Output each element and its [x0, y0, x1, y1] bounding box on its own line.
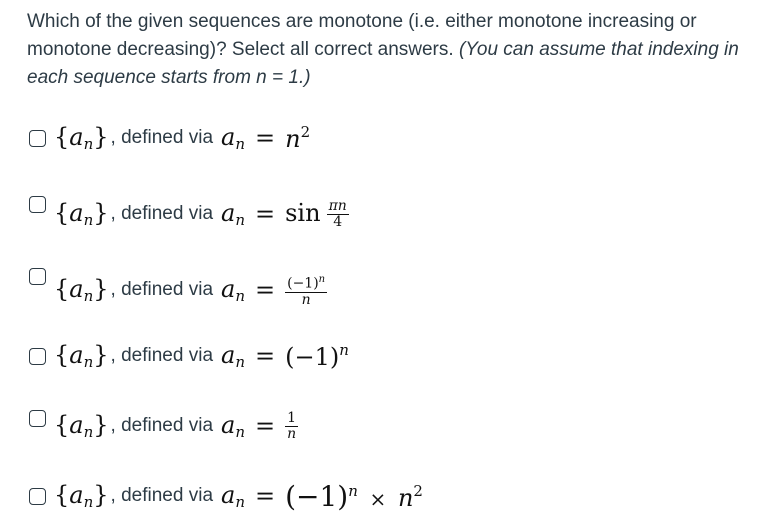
sequence-notation: $\{a_n\}$: [54, 123, 109, 153]
formula-option-4: $(-1)^n$: [285, 341, 349, 371]
formula-option-6: $(-1)^n \times n^2$: [285, 479, 423, 513]
answer-option-5[interactable]: [29, 406, 298, 446]
option-label: , defined via: [110, 485, 214, 506]
option-label: , defined via: [110, 127, 214, 148]
answer-option-1[interactable]: [29, 118, 310, 158]
answer-option-3[interactable]: [29, 270, 327, 310]
answer-option-2[interactable]: [29, 194, 349, 234]
question-note: (You can assume that indexing in each sequence starts from n = 1.): [27, 39, 739, 88]
formula-option-5: $\frac{1}{n}$: [287, 409, 297, 442]
checkbox-option-5[interactable]: [29, 410, 46, 427]
question-text: [27, 8, 757, 92]
equals-sign: =: [255, 200, 276, 228]
checkbox-option-1[interactable]: [29, 130, 46, 147]
answer-option-4[interactable]: [29, 336, 349, 376]
term-symbol: $a_n$: [221, 481, 245, 511]
equals-sign: =: [255, 124, 276, 152]
answer-option-6[interactable]: [29, 476, 423, 516]
equals-sign: =: [255, 482, 276, 510]
term-symbol: $a_n$: [221, 411, 245, 441]
option-label: , defined via: [110, 203, 214, 224]
sequence-notation: $\{a_n\}$: [54, 411, 109, 441]
term-symbol: $a_n$: [221, 275, 245, 305]
option-label: , defined via: [110, 279, 214, 300]
sequence-notation: $\{a_n\}$: [54, 275, 109, 305]
formula-option-3: $\frac{(-1)^n}{n}$: [287, 274, 326, 308]
term-symbol: $a_n$: [221, 199, 245, 229]
option-label: , defined via: [110, 415, 214, 436]
formula-option-2: sin $\frac{\pi n}{4}$: [285, 197, 347, 230]
equals-sign: =: [255, 276, 276, 304]
equals-sign: =: [255, 342, 276, 370]
formula-option-1: $n^2$: [285, 123, 311, 153]
sequence-notation: $\{a_n\}$: [54, 341, 109, 371]
checkbox-option-4[interactable]: [29, 348, 46, 365]
sequence-notation: $\{a_n\}$: [54, 481, 109, 511]
term-symbol: $a_n$: [221, 123, 245, 153]
sequence-notation: $\{a_n\}$: [54, 199, 109, 229]
term-symbol: $a_n$: [221, 341, 245, 371]
equals-sign: =: [255, 412, 276, 440]
checkbox-option-3[interactable]: [29, 268, 46, 285]
checkbox-option-2[interactable]: [29, 196, 46, 213]
question-prompt: Which of the given sequences are monotone (i.e. either monotone increasing or monotone decreasing)? Select all correct answers.: [27, 11, 697, 60]
option-label: , defined via: [110, 345, 214, 366]
checkbox-option-6[interactable]: [29, 488, 46, 505]
